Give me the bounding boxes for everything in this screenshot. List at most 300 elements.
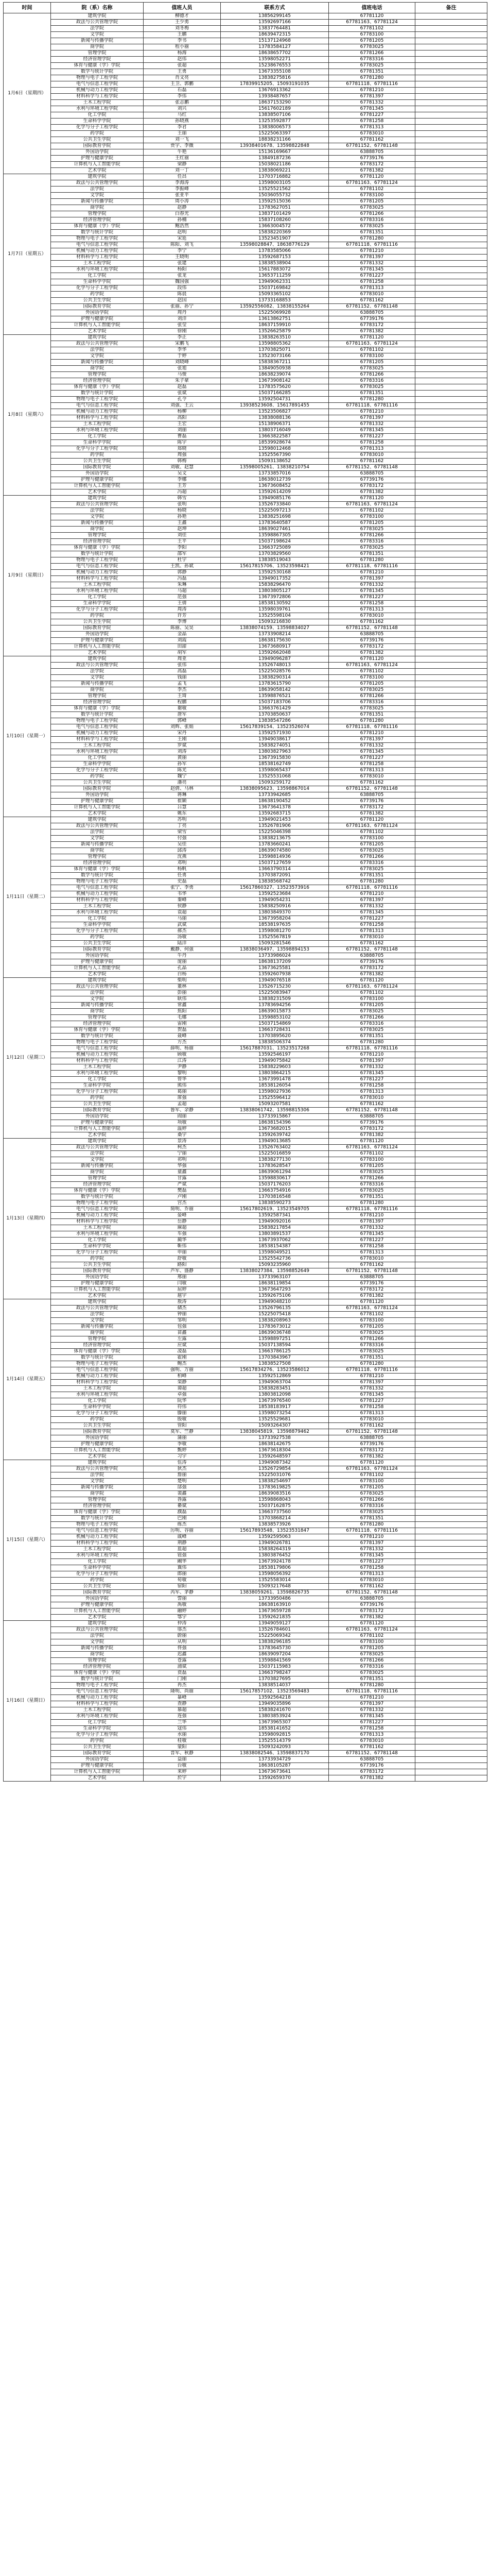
duty-person: 胡军	[144, 650, 221, 656]
remark	[415, 823, 487, 829]
dept-name: 土木工程学院	[51, 1064, 144, 1071]
table-row	[4, 1003, 487, 1009]
office-phone: 67781382	[329, 489, 415, 496]
table-row	[4, 1559, 487, 1565]
dept-name: 材料科学与工程学院	[51, 1058, 144, 1064]
remark	[415, 613, 487, 619]
office-phone: 67781102	[329, 1151, 415, 1157]
mobile-number: 13949087342	[221, 1460, 329, 1466]
office-phone: 67781351	[329, 1676, 415, 1683]
remark	[415, 1627, 487, 1633]
office-phone: 67781313	[329, 446, 415, 452]
remark	[415, 1472, 487, 1479]
office-phone: 67781118、67781116	[329, 403, 415, 409]
duty-person: 孙艳	[144, 514, 221, 520]
mobile-number: 15093281546	[221, 941, 329, 947]
table-row	[4, 261, 487, 267]
mobile-number: 13838069221	[221, 168, 329, 174]
remark	[415, 440, 487, 446]
duty-person: 曾华	[144, 1077, 221, 1083]
remark	[415, 1194, 487, 1200]
table-row	[4, 1769, 487, 1775]
table-row	[4, 1398, 487, 1404]
office-phone: 67783025	[329, 1510, 415, 1516]
dept-name: 国际教育学院	[51, 1590, 144, 1596]
table-row	[4, 1120, 487, 1126]
duty-person: 李华	[144, 347, 221, 353]
mobile-number: 13523073166	[221, 353, 329, 360]
mobile-number: 18639074580	[221, 848, 329, 854]
duty-person: 王卫、郭鹏	[144, 81, 221, 88]
mobile-number: 13673958204	[221, 916, 329, 922]
office-phone: 63888705	[329, 953, 415, 959]
duty-person: 郭静	[144, 570, 221, 576]
dept-name: 法学院	[51, 1472, 144, 1479]
mobile-number: 13838296185	[221, 1639, 329, 1646]
dept-name: 建筑学院	[51, 174, 144, 180]
table-row	[4, 632, 487, 638]
duty-person: 付强	[144, 836, 221, 842]
dept-name: 管理学院	[51, 211, 144, 217]
dept-name: 建筑学院	[51, 978, 144, 984]
remark	[415, 1330, 487, 1336]
mobile-number: 13673924178	[221, 1559, 329, 1565]
remark	[415, 780, 487, 786]
table-row	[4, 1330, 487, 1336]
remark	[415, 1584, 487, 1590]
table-row	[4, 706, 487, 712]
office-phone: 67783316	[329, 1182, 415, 1188]
table-row	[4, 310, 487, 316]
table-row	[4, 996, 487, 1003]
office-phone: 67781162	[329, 1744, 415, 1751]
table-row	[4, 1664, 487, 1670]
dept-name: 机械与动力工程学院	[51, 731, 144, 737]
mobile-number: 18538141652	[221, 1726, 329, 1732]
remark	[415, 1225, 487, 1231]
office-phone: 67781120	[329, 1139, 415, 1145]
remark	[415, 829, 487, 836]
mobile-number: 13856299145	[221, 13, 329, 20]
office-phone: 67781210	[329, 409, 415, 415]
table-row	[4, 687, 487, 693]
remark	[415, 187, 487, 193]
office-phone: 63888705	[329, 1114, 415, 1120]
dept-name: 机械与动力工程学院	[51, 248, 144, 255]
dept-name: 体育与健康（学）学院	[51, 706, 144, 712]
dept-name: 化学与分子工程学院	[51, 125, 144, 131]
mobile-number: 13733950486	[221, 1596, 329, 1602]
duty-person: 冀伟	[144, 1565, 221, 1571]
dept-name: 土木工程学院	[51, 261, 144, 267]
remark	[415, 656, 487, 663]
dept-name: 水利与环境工程学院	[51, 1714, 144, 1720]
office-phone: 67781351	[329, 1033, 415, 1040]
mobile-number: 13598012468	[221, 446, 329, 452]
remark	[415, 570, 487, 576]
mobile-number: 13838527508	[221, 1361, 329, 1367]
duty-person: 陆洋	[144, 941, 221, 947]
mobile-number: 13733986024	[221, 953, 329, 959]
table-row	[4, 372, 487, 378]
office-phone: 67781163、67781124	[329, 20, 415, 26]
table-row	[4, 1540, 487, 1547]
mobile-number: 18639015873	[221, 1009, 329, 1015]
duty-person: 程小丽	[144, 44, 221, 50]
mobile-number: 13663737560	[221, 1510, 329, 1516]
table-row	[4, 1250, 487, 1256]
duty-person: 李正	[144, 335, 221, 341]
dept-name: 艺术学院	[51, 329, 144, 335]
duty-person: 融婷	[144, 1608, 221, 1615]
duty-person: 殷敏	[144, 1417, 221, 1423]
table-row	[4, 570, 487, 576]
remark	[415, 180, 487, 187]
table-row	[4, 712, 487, 718]
mobile-number: 18638012739	[221, 477, 329, 483]
dept-name: 艺术学院	[51, 1615, 144, 1621]
duty-person: 巴刚	[144, 1516, 221, 1522]
remark	[415, 1207, 487, 1213]
duty-person: 岳静	[144, 1219, 221, 1225]
duty-person: 邵军	[144, 551, 221, 557]
dept-name: 外国语学院	[51, 632, 144, 638]
duty-person: 习宇	[144, 1454, 221, 1460]
duty-person: 宿阳	[144, 1584, 221, 1590]
remark	[415, 607, 487, 613]
remark	[415, 292, 487, 298]
mobile-number: 13592621835	[221, 1615, 329, 1621]
table-row	[4, 1627, 487, 1633]
dept-name: 药学院	[51, 613, 144, 619]
office-phone: 67781118、67781116	[329, 1689, 415, 1695]
duty-person: 蒋琳	[144, 792, 221, 799]
remark	[415, 564, 487, 570]
office-phone: 67781210	[329, 1052, 415, 1058]
office-phone: 67783172	[329, 1769, 415, 1775]
office-phone: 67781258	[329, 1083, 415, 1089]
office-phone: 67783025	[329, 1170, 415, 1176]
dept-name: 政法与公共管理学院	[51, 20, 144, 26]
mobile-number: 13523506827	[221, 409, 329, 415]
table-row	[4, 1707, 487, 1714]
remark	[415, 366, 487, 372]
office-phone: 67781205	[329, 1324, 415, 1330]
mobile-number: 13938487657	[221, 94, 329, 100]
duty-person: 练杰	[144, 1522, 221, 1528]
mobile-number: 13525531068	[221, 774, 329, 780]
duty-person: 谭超	[144, 1386, 221, 1392]
mobile-number: 13592683715	[221, 811, 329, 817]
table-row	[4, 13, 487, 20]
mobile-number: 13598897251	[221, 1336, 329, 1343]
table-row	[4, 131, 487, 137]
mobile-number: 13949096287	[221, 656, 329, 663]
duty-person: 马超	[144, 588, 221, 595]
table-row	[4, 329, 487, 335]
remark	[415, 873, 487, 879]
remark	[415, 118, 487, 125]
dept-name: 体育与健康（学）学院	[51, 1027, 144, 1033]
duty-person: 张斌	[144, 391, 221, 397]
dept-name: 经济管理学院	[51, 700, 144, 706]
dept-name: 生命科学学院	[51, 1404, 144, 1411]
office-phone: 67781345	[329, 1392, 415, 1398]
remark	[415, 693, 487, 700]
mobile-number: 15225046398	[221, 829, 329, 836]
duty-person: 庞丽	[144, 959, 221, 965]
remark	[415, 50, 487, 57]
table-row	[4, 669, 487, 675]
office-phone: 67781118、67781116	[329, 1367, 415, 1374]
office-phone: 67739176	[329, 1442, 415, 1448]
duty-person: 於宇	[144, 1775, 221, 1782]
remark	[415, 1411, 487, 1417]
remark	[415, 867, 487, 873]
duty-person: 柯杰	[144, 1145, 221, 1151]
duty-person: 曹磊	[144, 434, 221, 440]
remark	[415, 533, 487, 539]
mobile-number: 18838231166	[221, 137, 329, 143]
table-row	[4, 1553, 487, 1559]
dept-name: 建筑学院	[51, 1139, 144, 1145]
office-phone: 67783316	[329, 1664, 415, 1670]
duty-person: 项敏	[144, 1120, 221, 1126]
mobile-number: 15093138652	[221, 459, 329, 465]
table-row	[4, 514, 487, 520]
mobile-number: 13525596412	[221, 1095, 329, 1101]
office-phone: 67781280	[329, 397, 415, 403]
office-phone: 67781382	[329, 1775, 415, 1782]
remark	[415, 724, 487, 731]
remark	[415, 149, 487, 156]
duty-person: 钟丽	[144, 1312, 221, 1318]
mobile-number: 13783640587	[221, 520, 329, 527]
duty-person: 刘一飞	[144, 137, 221, 143]
duty-person: 韩雪	[144, 496, 221, 502]
duty-person: 史磊	[144, 879, 221, 885]
mobile-number: 15225028576	[221, 669, 329, 675]
remark	[415, 539, 487, 545]
office-phone: 67781102	[329, 347, 415, 353]
remark	[415, 743, 487, 749]
mobile-number: 13703872091	[221, 873, 329, 879]
table-row	[4, 1763, 487, 1769]
mobile-number: 13663822587	[221, 434, 329, 440]
dept-name: 药学院	[51, 1417, 144, 1423]
remark	[415, 576, 487, 582]
office-phone: 67781382	[329, 972, 415, 978]
table-row	[4, 978, 487, 984]
office-phone: 67781258	[329, 601, 415, 607]
duty-date: 1月11日（星期二）	[4, 817, 51, 978]
dept-name: 土木工程学院	[51, 1707, 144, 1714]
remark	[415, 112, 487, 118]
table-row	[4, 1355, 487, 1361]
mobile-number: 13598039761	[221, 607, 329, 613]
mobile-number: 13949038617	[221, 737, 329, 743]
office-phone: 67781332	[329, 100, 415, 106]
office-phone: 67781397	[329, 737, 415, 743]
table-row	[4, 1132, 487, 1139]
mobile-number: 13783673012	[221, 1324, 329, 1330]
duty-person: 严斌	[144, 1182, 221, 1188]
remark	[415, 1615, 487, 1621]
dept-name: 化工学院	[51, 273, 144, 279]
table-row	[4, 564, 487, 570]
table-row	[4, 1015, 487, 1021]
mobile-number: 13838095623、13598867014	[221, 786, 329, 792]
duty-person: 冯磊	[144, 576, 221, 582]
dept-name: 水利与环境工程学院	[51, 1231, 144, 1238]
mobile-number: 13783627051	[221, 205, 329, 211]
duty-person: 仲涛	[144, 1621, 221, 1627]
dept-name: 新闻与传播学院	[51, 1324, 144, 1330]
table-row	[4, 50, 487, 57]
office-phone: 67781313	[329, 1732, 415, 1738]
dept-name: 护理与健康学院	[51, 959, 144, 965]
mobile-number: 18638154396	[221, 1120, 329, 1126]
mobile-number: 15037154869	[221, 1021, 329, 1027]
table-row	[4, 941, 487, 947]
dept-name: 护理与健康学院	[51, 1602, 144, 1608]
office-phone: 67781382	[329, 1615, 415, 1621]
remark	[415, 1219, 487, 1225]
duty-person: 马丽	[144, 916, 221, 922]
dept-name: 物理与电子工程学院	[51, 1522, 144, 1528]
mobile-number: 18638239074	[221, 372, 329, 378]
office-phone: 67781313	[329, 768, 415, 774]
duty-person: 聂峰	[144, 1033, 221, 1040]
table-row	[4, 508, 487, 514]
duty-person: 王琦	[144, 693, 221, 700]
mobile-number: 13592675106	[221, 1293, 329, 1299]
remark	[415, 81, 487, 88]
dept-name: 公共卫生学院	[51, 1423, 144, 1429]
duty-person: 甘露	[144, 1176, 221, 1182]
remark	[415, 805, 487, 811]
duty-person: 张伟	[144, 663, 221, 669]
table-row	[4, 1071, 487, 1077]
mobile-number: 13598073254	[221, 1411, 329, 1417]
office-phone: 67783010	[329, 1256, 415, 1262]
remark	[415, 1139, 487, 1145]
dept-name: 外国语学院	[51, 471, 144, 477]
mobile-number: 13838251698	[221, 514, 329, 520]
duty-person: 暴峰	[144, 1695, 221, 1701]
table-row	[4, 1547, 487, 1553]
dept-name: 材料科学与工程学院	[51, 576, 144, 582]
remark	[415, 520, 487, 527]
mobile-number: 13526729854	[221, 1466, 329, 1472]
mobile-number: 13663004572	[221, 224, 329, 230]
dept-name: 新闻与传播学院	[51, 1485, 144, 1491]
office-phone: 67783100	[329, 1479, 415, 1485]
remark	[415, 1287, 487, 1293]
duty-person: 左露	[144, 1336, 221, 1343]
duty-person: 周涛	[144, 607, 221, 613]
duty-person: 宁丽	[144, 1151, 221, 1157]
table-row	[4, 1639, 487, 1646]
remark	[415, 761, 487, 768]
office-phone: 67783172	[329, 1608, 415, 1615]
duty-person: 杜宇	[144, 557, 221, 564]
office-phone: 63888705	[329, 1275, 415, 1281]
remark	[415, 267, 487, 273]
mobile-number: 13526784601	[221, 1627, 329, 1633]
remark	[415, 755, 487, 761]
table-row	[4, 935, 487, 941]
duty-person: 孟超	[144, 1101, 221, 1108]
table-row	[4, 718, 487, 724]
mobile-number: 13733857016	[221, 471, 329, 477]
remark	[415, 1633, 487, 1639]
dept-name: 外国语学院	[51, 310, 144, 316]
mobile-number: 13663790314	[221, 867, 329, 873]
mobile-number: 18638105287	[221, 1763, 329, 1769]
office-phone: 67781102	[329, 508, 415, 514]
office-phone: 67781162	[329, 137, 415, 143]
dept-name: 政法与公共管理学院	[51, 1466, 144, 1472]
mobile-number: 13838059261、13598826735	[221, 1590, 329, 1596]
office-phone: 67781332	[329, 904, 415, 910]
dept-name: 水利与环境工程学院	[51, 910, 144, 916]
remark	[415, 1571, 487, 1578]
mobile-number: 13598027936	[221, 1089, 329, 1095]
table-row	[4, 1658, 487, 1664]
mobile-number: 15617602189	[221, 106, 329, 112]
remark	[415, 681, 487, 687]
remark	[415, 1442, 487, 1448]
dept-name: 管理学院	[51, 1015, 144, 1021]
mobile-number: 13592607938	[221, 972, 329, 978]
remark	[415, 1095, 487, 1101]
table-row	[4, 527, 487, 533]
table-row	[4, 100, 487, 106]
mobile-number: 13598003105	[221, 180, 329, 187]
remark	[415, 20, 487, 26]
office-phone: 67781313	[329, 607, 415, 613]
dept-name: 电气与信息工程学院	[51, 81, 144, 88]
mobile-number: 13733915867	[221, 1114, 329, 1120]
mobile-number: 13592659370	[221, 1775, 329, 1782]
dept-name: 公共卫生学院	[51, 1101, 144, 1108]
mobile-number: 13598056392	[221, 1571, 329, 1578]
dept-name: 国际教育学院	[51, 304, 144, 310]
remark	[415, 1367, 487, 1374]
mobile-number: 13803853924	[221, 1714, 329, 1720]
office-phone: 67781120	[329, 13, 415, 20]
duty-person: 张龙	[144, 273, 221, 279]
duty-person: 王倩	[144, 601, 221, 607]
remark	[415, 1299, 487, 1306]
table-row	[4, 1083, 487, 1089]
office-phone: 67781397	[329, 1058, 415, 1064]
table-row	[4, 755, 487, 761]
remark	[415, 1757, 487, 1763]
table-row	[4, 1479, 487, 1485]
office-phone: 67781152、67781148	[329, 947, 415, 953]
remark	[415, 947, 487, 953]
duty-person: 芦军、盛静	[144, 1268, 221, 1275]
table-row	[4, 267, 487, 273]
table-row	[4, 1244, 487, 1250]
table-row	[4, 1621, 487, 1627]
dept-name: 文学院	[51, 1639, 144, 1646]
table-row	[4, 1485, 487, 1491]
mobile-number: 15225069928	[221, 310, 329, 316]
remark	[415, 731, 487, 737]
